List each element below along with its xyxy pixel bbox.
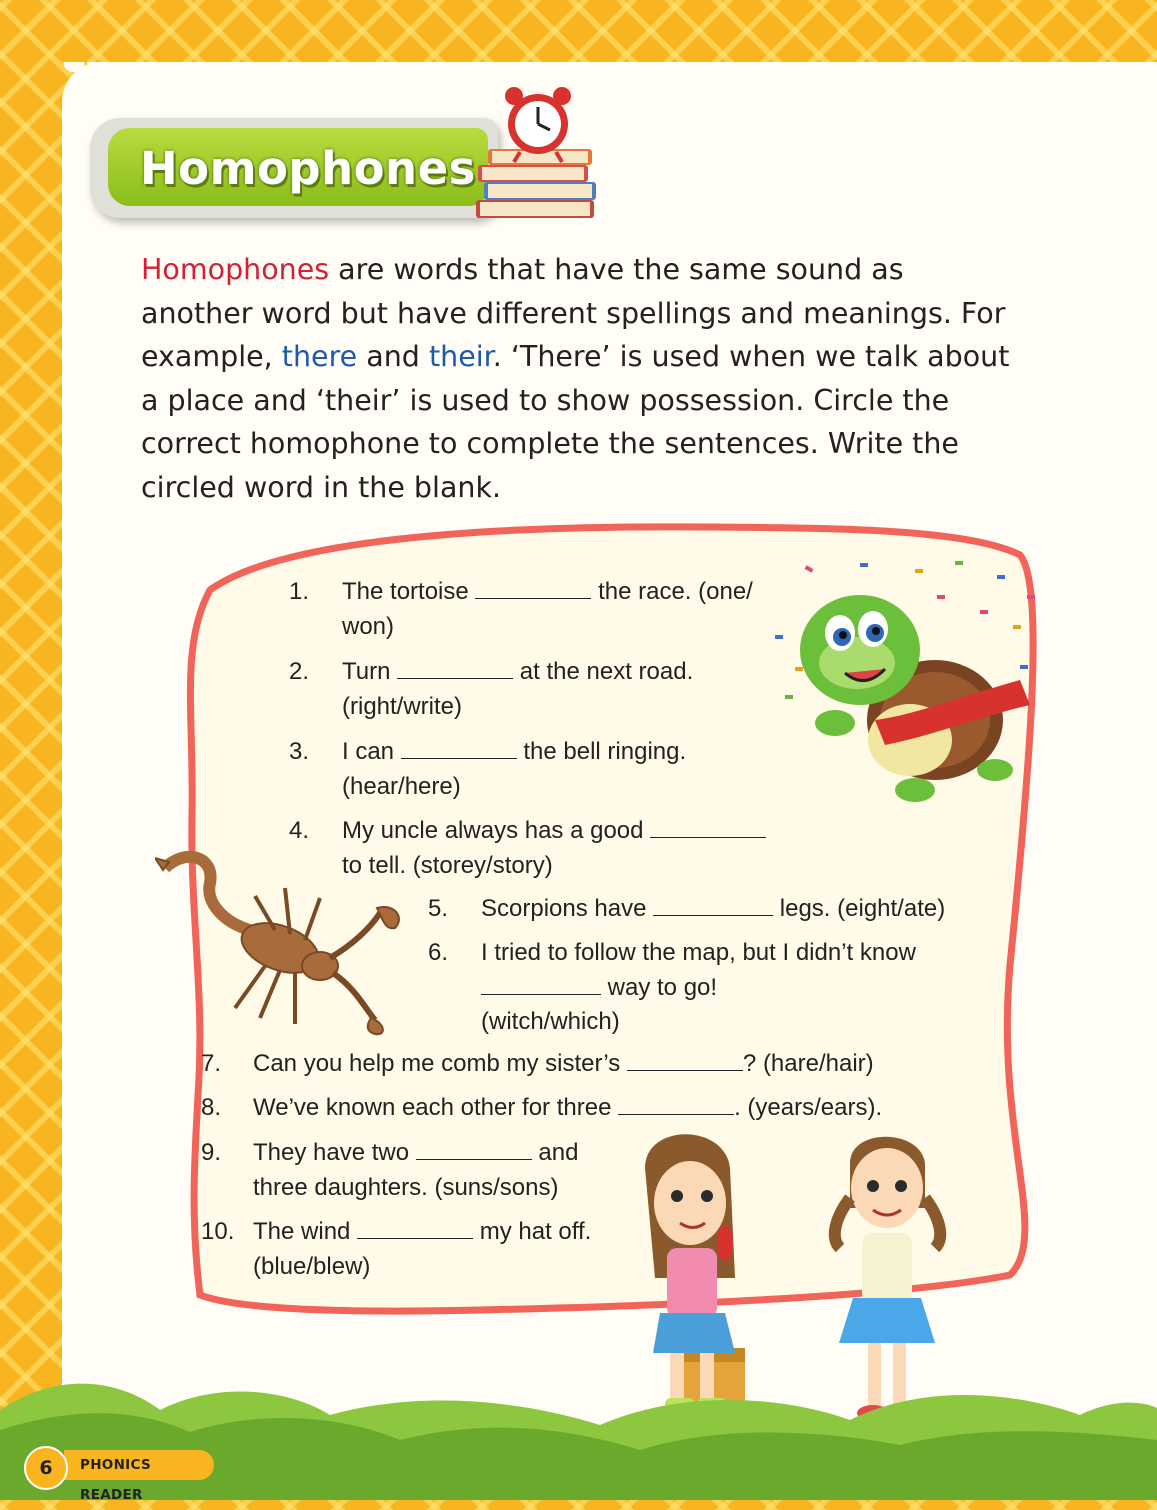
question-text: the bell ringing.	[516, 738, 687, 765]
book-title-label: PHONICS READER	[64, 1450, 214, 1480]
intro-text-3: . ‘There’ is used when we talk about a place and ‘their’ is used to show possession. Circle the correct homophone to complete the sentences. Write the circled word in the blank.	[141, 340, 1010, 504]
question-text: to tell. (storey/story)	[342, 851, 553, 879]
scorpion-illustration	[155, 848, 415, 1036]
question-text: The tortoise	[342, 578, 476, 605]
question-number: 5.	[428, 895, 449, 922]
question-2	[289, 655, 769, 727]
lace-border	[62, 62, 1157, 82]
question-number: 2.	[289, 658, 310, 685]
answer-blank[interactable]	[401, 740, 517, 759]
question-text: My uncle always has a good	[342, 817, 651, 844]
intro-text-2: and	[357, 340, 429, 373]
question-number: 8.	[201, 1094, 222, 1121]
keyword-their: their	[428, 340, 493, 373]
question-number: 7.	[201, 1050, 222, 1077]
question-text: (hear/here)	[342, 772, 461, 800]
question-text: I can	[342, 738, 401, 765]
question-text: legs. (eight/ate)	[773, 895, 946, 922]
question-text: Can you help me comb my sister’s	[253, 1050, 627, 1077]
answer-blank[interactable]	[618, 1096, 734, 1115]
question-text: ? (hare/hair)	[742, 1050, 874, 1077]
question-10	[201, 1215, 621, 1287]
answer-blank[interactable]	[650, 819, 766, 838]
question-6	[428, 936, 988, 1042]
question-number: 3.	[289, 738, 310, 765]
question-5	[428, 892, 988, 928]
keyword-homophones: Homophones	[141, 253, 330, 286]
question-9	[201, 1136, 621, 1208]
question-text: (right/write)	[342, 692, 463, 720]
question-text: my hat off.	[473, 1218, 592, 1245]
question-text: way to go!	[601, 973, 718, 1001]
question-text: Turn	[342, 658, 398, 685]
question-text: I tried to follow the map, but I didn’t know	[481, 939, 916, 966]
question-text: (witch/which)	[481, 1008, 620, 1035]
books-and-clock-illustration	[470, 82, 605, 232]
answer-blank[interactable]	[475, 580, 591, 599]
question-text: (blue/blew)	[253, 1252, 371, 1280]
page-number: 6	[24, 1446, 68, 1490]
intro-text-1: are words that have the same sound as another word but have different spellings and meanings. For example,	[141, 253, 1006, 373]
question-text: They have two	[253, 1139, 416, 1166]
question-number: 10.	[201, 1218, 235, 1245]
keyword-there: there	[281, 340, 358, 373]
question-number: 9.	[201, 1139, 222, 1166]
question-number: 1.	[289, 578, 310, 605]
answer-blank[interactable]	[627, 1052, 743, 1071]
question-text: won)	[342, 612, 395, 640]
turtle-illustration	[765, 555, 1050, 815]
question-8	[201, 1091, 921, 1127]
question-1	[289, 575, 769, 647]
question-7	[201, 1047, 921, 1083]
intro-paragraph	[141, 248, 1021, 509]
question-text: at the next road.	[513, 658, 694, 685]
answer-blank[interactable]	[653, 897, 773, 916]
grass-border	[0, 1370, 1157, 1500]
question-text: We’ve known each other for three	[253, 1094, 619, 1121]
page-title: Homophones	[140, 142, 476, 195]
answer-blank[interactable]	[481, 976, 601, 995]
question-text: . (years/ears).	[734, 1094, 883, 1121]
answer-blank[interactable]	[397, 660, 513, 679]
question-text: The wind	[253, 1218, 358, 1245]
question-text: and	[531, 1139, 579, 1166]
answer-blank[interactable]	[357, 1220, 473, 1239]
question-text: the race. (one/	[591, 578, 753, 605]
answer-blank[interactable]	[416, 1141, 532, 1160]
question-text: Scorpions have	[481, 895, 654, 922]
question-number: 6.	[428, 939, 449, 966]
question-text: three daughters. (suns/sons)	[253, 1173, 559, 1201]
question-3	[289, 735, 769, 807]
question-number: 4.	[289, 817, 310, 844]
